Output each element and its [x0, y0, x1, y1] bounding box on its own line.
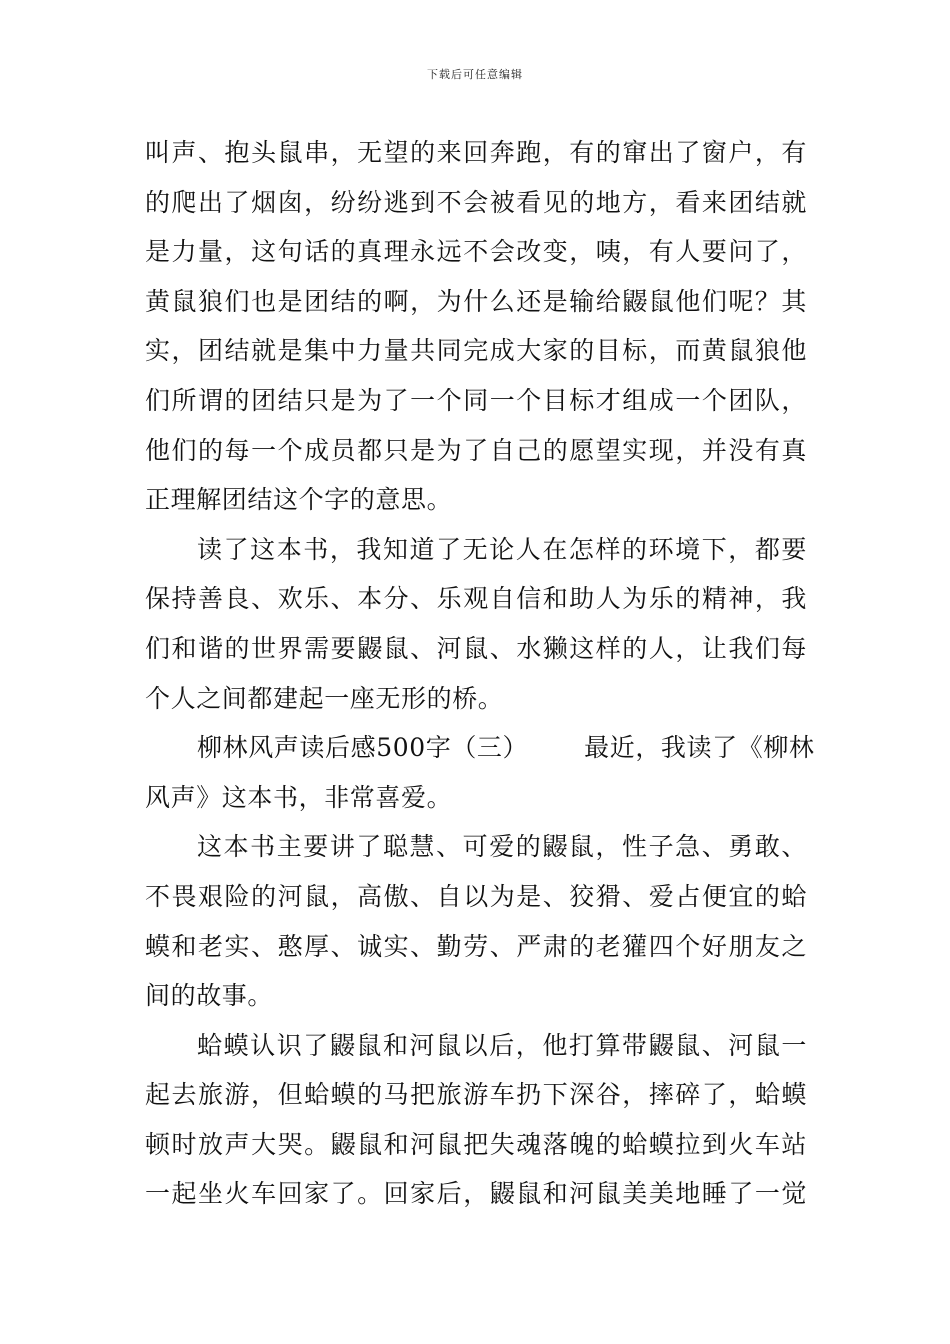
text-line: 读了这本书，我知道了无论人在怎样的环境下，都要	[197, 534, 807, 564]
paragraph-2	[145, 525, 807, 723]
text-line: 黄鼠狼们也是团结的啊，为什么还是输给鼹鼠他们呢？其	[145, 286, 807, 316]
text-line: 叫声、抱头鼠串，无望的来回奔跑，有的窜出了窗户，有	[145, 138, 807, 167]
text-line: 这本书主要讲了聪慧、可爱的鼹鼠，性子急、勇敢、	[197, 832, 807, 862]
paragraph-1	[145, 128, 807, 525]
text-span: 最近，我读了《柳林	[584, 733, 815, 763]
paragraph-4	[145, 822, 807, 1020]
text-line: 顿时放声大哭。鼹鼠和河鼠把失魂落魄的蛤蟆拉到火车站	[145, 1129, 807, 1159]
text-line: 蟆和老实、憨厚、诚实、勤劳、严肃的老獾四个好朋友之	[145, 931, 807, 961]
text-line: 实，团结就是集中力量共同完成大家的目标，而黄鼠狼他	[145, 336, 807, 366]
text-line: 一起坐火车回家了。回家后，鼹鼠和河鼠美美地睡了一觉	[145, 1179, 807, 1209]
text-line: 蛤蟆认识了鼹鼠和河鼠以后，他打算带鼹鼠、河鼠一	[197, 1030, 807, 1060]
text-line: 的爬出了烟囱，纷纷逃到不会被看见的地方，看来团结就	[145, 187, 807, 217]
text-line: 起去旅游，但蛤蟆的马把旅游车扔下深谷，摔碎了，蛤蟆	[145, 1080, 807, 1110]
section-heading: 柳林风声读后感500字（三）	[197, 733, 529, 763]
text-line: 保持善良、欢乐、本分、乐观自信和助人为乐的精神，我	[145, 584, 807, 614]
section-heading-line	[145, 723, 815, 773]
text-line: 们所谓的团结只是为了一个同一个目标才组成一个团队，	[145, 385, 807, 415]
header-note: 下载后可任意编辑	[427, 68, 523, 81]
text-line: 间的故事。	[145, 981, 274, 1011]
paragraph-5	[145, 1021, 807, 1219]
text-line: 不畏艰险的河鼠，高傲、自以为是、狡猾、爱占便宜的蛤	[145, 881, 807, 911]
text-line: 们和谐的世界需要鼹鼠、河鼠、水獭这样的人，让我们每	[145, 633, 807, 663]
text-line: 是力量，这句话的真理永远不会改变，咦，有人要问了，	[145, 237, 807, 267]
paragraph-3	[145, 723, 815, 822]
text-line: 个人之间都建起一座无形的桥。	[145, 683, 504, 713]
text-line: 风声》这本书，非常喜爱。	[145, 782, 453, 812]
text-line: 他们的每一个成员都只是为了自己的愿望实现，并没有真	[145, 435, 807, 465]
document-body	[145, 128, 815, 1219]
text-line: 正理解团结这个字的意思。	[145, 485, 453, 515]
